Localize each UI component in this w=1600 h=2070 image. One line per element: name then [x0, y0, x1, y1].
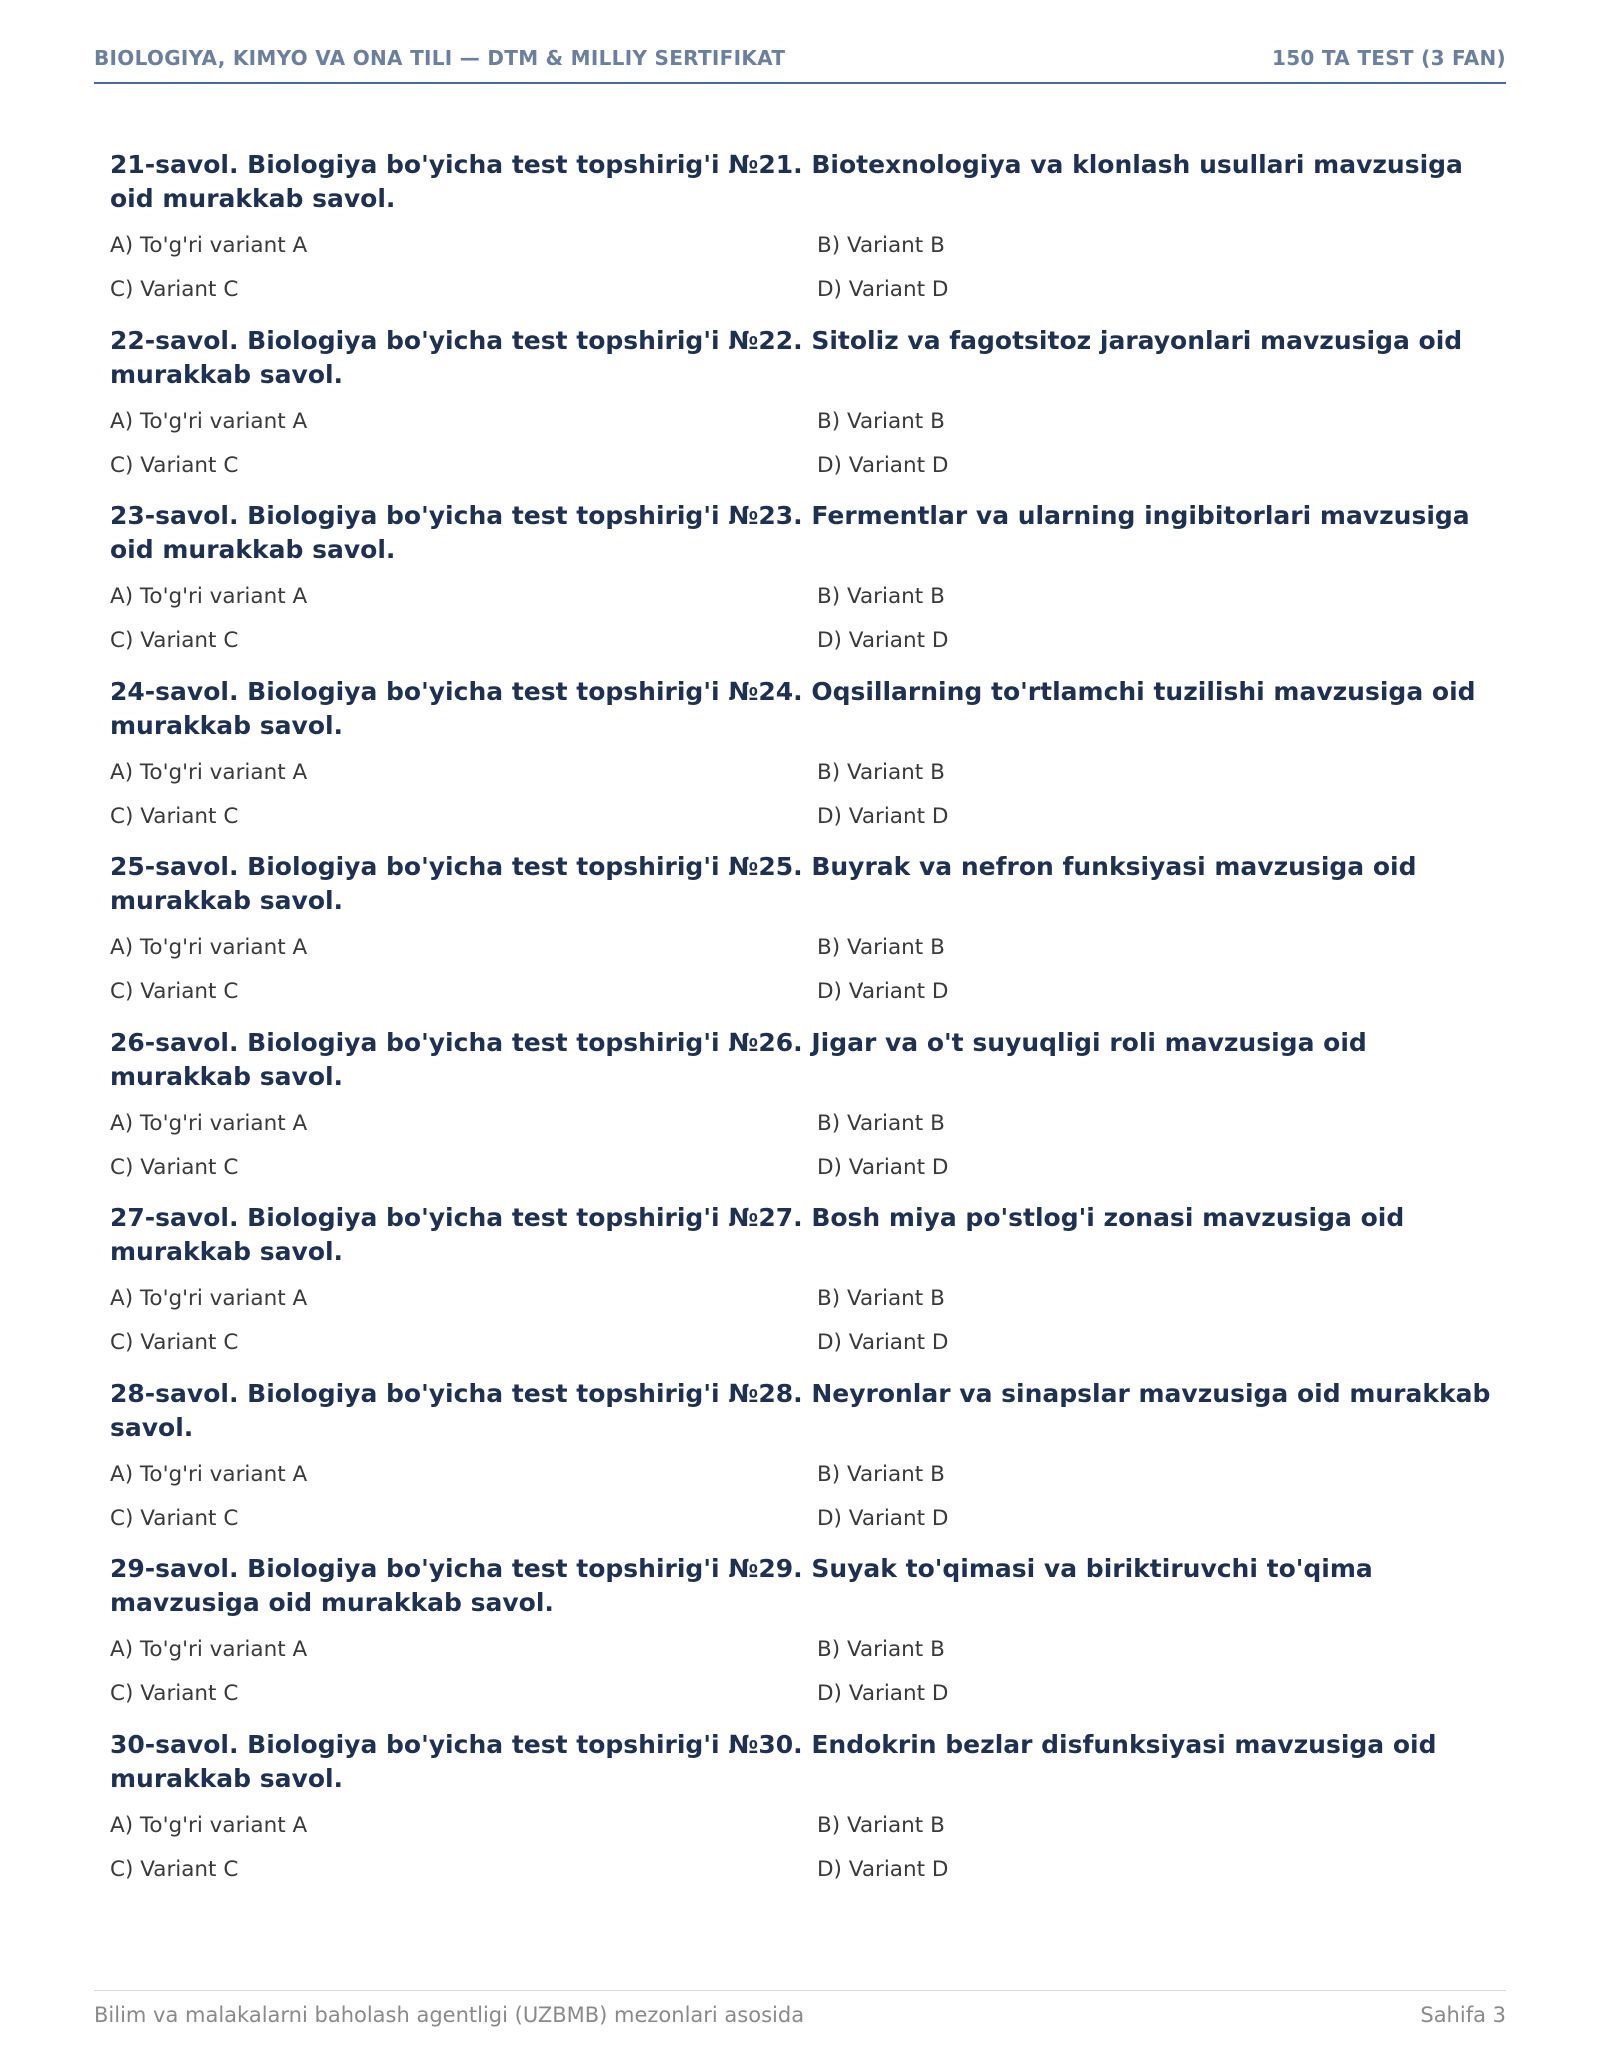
- option-b[interactable]: B) Variant B: [817, 233, 945, 258]
- question-item: [110, 1728, 1500, 1904]
- option-d[interactable]: D) Variant D: [817, 1856, 949, 1882]
- option-grid: [110, 1283, 1500, 1359]
- option-grid: [110, 581, 1500, 657]
- question-text: 29-savol. Biologiya bo'yicha test topshirig'i №29. Suyak to'qimasi va biriktiruvchi to'qima mavzusiga oid murakkab savol.: [110, 1554, 1373, 1617]
- option-b[interactable]: B) Variant B: [817, 1812, 945, 1838]
- question-item: [110, 499, 1500, 675]
- option-d[interactable]: D) Variant D: [817, 1681, 949, 1706]
- option-c[interactable]: C) Variant C: [110, 803, 239, 829]
- question-list: [110, 148, 1500, 1903]
- option-grid: [110, 1108, 1500, 1184]
- page-number: Sahifa 3: [1420, 2003, 1506, 2027]
- question-text: 27-savol. Biologiya bo'yicha test topshirig'i №27. Bosh miya po'stlog'i zonasi mavzusiga oid murakkab savol.: [110, 1203, 1405, 1266]
- option-grid: [110, 1634, 1500, 1710]
- option-c[interactable]: C) Variant C: [110, 1330, 239, 1355]
- question-item: [110, 1201, 1500, 1377]
- question-text: 28-savol. Biologiya bo'yicha test topshirig'i №28. Neyronlar va sinapslar mavzusiga oid murakkab savol.: [110, 1378, 1491, 1442]
- option-d[interactable]: D) Variant D: [817, 277, 949, 302]
- option-d[interactable]: D) Variant D: [817, 1330, 949, 1355]
- header-title: BIOLOGIYA, KIMYO VA ONA TILI — DTM & MILLIY SERTIFIKAT: [94, 46, 786, 70]
- option-b[interactable]: B) Variant B: [817, 935, 945, 960]
- option-c[interactable]: C) Variant C: [110, 1505, 239, 1531]
- option-a[interactable]: A) To'g'ri variant A: [110, 759, 308, 785]
- question-item: [110, 1026, 1500, 1202]
- question-text: 22-savol. Biologiya bo'yicha test topshirig'i №22. Sitoliz va fagotsitoz jarayonlari mavzusiga oid murakkab savol.: [110, 325, 1463, 389]
- footer-source-note: Bilim va malakalarni baholash agentligi (UZBMB) mezonlari asosida: [94, 2003, 805, 2027]
- question-text: 24-savol. Biologiya bo'yicha test topshirig'i №24. Oqsillarning to'rtlamchi tuzilishi mavzusiga oid murakkab savol.: [110, 676, 1476, 740]
- question-text: 30-savol. Biologiya bo'yicha test topshirig'i №30. Endokrin bezlar disfunksiyasi mavzusiga oid murakkab savol.: [110, 1729, 1437, 1793]
- option-d[interactable]: D) Variant D: [817, 1505, 949, 1531]
- option-b[interactable]: B) Variant B: [817, 1461, 945, 1487]
- question-item: [110, 1377, 1500, 1553]
- question-text: 26-savol. Biologiya bo'yicha test topshirig'i №26. Jigar va o't suyuqligi roli mavzusiga oid murakkab savol.: [110, 1027, 1367, 1091]
- option-d[interactable]: D) Variant D: [817, 452, 949, 478]
- option-c[interactable]: C) Variant C: [110, 452, 239, 478]
- option-d[interactable]: D) Variant D: [817, 628, 949, 653]
- option-d[interactable]: D) Variant D: [817, 803, 949, 829]
- option-a[interactable]: A) To'g'ri variant A: [110, 408, 308, 434]
- option-a[interactable]: A) To'g'ri variant A: [110, 1812, 308, 1838]
- question-item: [110, 850, 1500, 1026]
- option-d[interactable]: D) Variant D: [817, 1154, 949, 1180]
- option-grid: [110, 406, 1500, 482]
- option-c[interactable]: C) Variant C: [110, 277, 239, 302]
- option-c[interactable]: C) Variant C: [110, 1681, 239, 1706]
- option-grid: [110, 757, 1500, 833]
- option-grid: [110, 230, 1500, 306]
- option-c[interactable]: C) Variant C: [110, 628, 239, 653]
- option-c[interactable]: C) Variant C: [110, 1154, 239, 1180]
- option-b[interactable]: B) Variant B: [817, 408, 945, 434]
- question-item: [110, 675, 1500, 851]
- option-d[interactable]: D) Variant D: [817, 979, 949, 1004]
- option-b[interactable]: B) Variant B: [817, 584, 945, 609]
- question-text: 21-savol. Biologiya bo'yicha test topshirig'i №21. Biotexnologiya va klonlash usullari mavzusiga oid murakkab savol.: [110, 150, 1463, 213]
- option-b[interactable]: B) Variant B: [817, 1637, 945, 1662]
- page-header: [94, 40, 1506, 84]
- option-grid: [110, 1810, 1500, 1886]
- option-b[interactable]: B) Variant B: [817, 1286, 945, 1311]
- question-text: 25-savol. Biologiya bo'yicha test topshirig'i №25. Buyrak va nefron funksiyasi mavzusiga oid murakkab savol.: [110, 852, 1417, 915]
- header-test-count: 150 TA TEST (3 FAN): [1271, 46, 1506, 70]
- option-c[interactable]: C) Variant C: [110, 979, 239, 1004]
- option-grid: [110, 1459, 1500, 1535]
- option-a[interactable]: A) To'g'ri variant A: [110, 233, 308, 258]
- page-footer: [94, 1990, 1506, 2027]
- option-b[interactable]: B) Variant B: [817, 759, 945, 785]
- option-a[interactable]: A) To'g'ri variant A: [110, 1637, 308, 1662]
- option-b[interactable]: B) Variant B: [817, 1110, 945, 1136]
- option-a[interactable]: A) To'g'ri variant A: [110, 1461, 308, 1487]
- question-item: [110, 148, 1500, 324]
- question-item: [110, 1552, 1500, 1728]
- option-c[interactable]: C) Variant C: [110, 1856, 239, 1882]
- option-a[interactable]: A) To'g'ri variant A: [110, 1286, 308, 1311]
- question-text: 23-savol. Biologiya bo'yicha test topshirig'i №23. Fermentlar va ularning ingibitorlari mavzusiga oid murakkab savol.: [110, 501, 1470, 564]
- option-grid: [110, 932, 1500, 1008]
- question-item: [110, 324, 1500, 500]
- option-a[interactable]: A) To'g'ri variant A: [110, 584, 308, 609]
- option-a[interactable]: A) To'g'ri variant A: [110, 935, 308, 960]
- option-a[interactable]: A) To'g'ri variant A: [110, 1110, 308, 1136]
